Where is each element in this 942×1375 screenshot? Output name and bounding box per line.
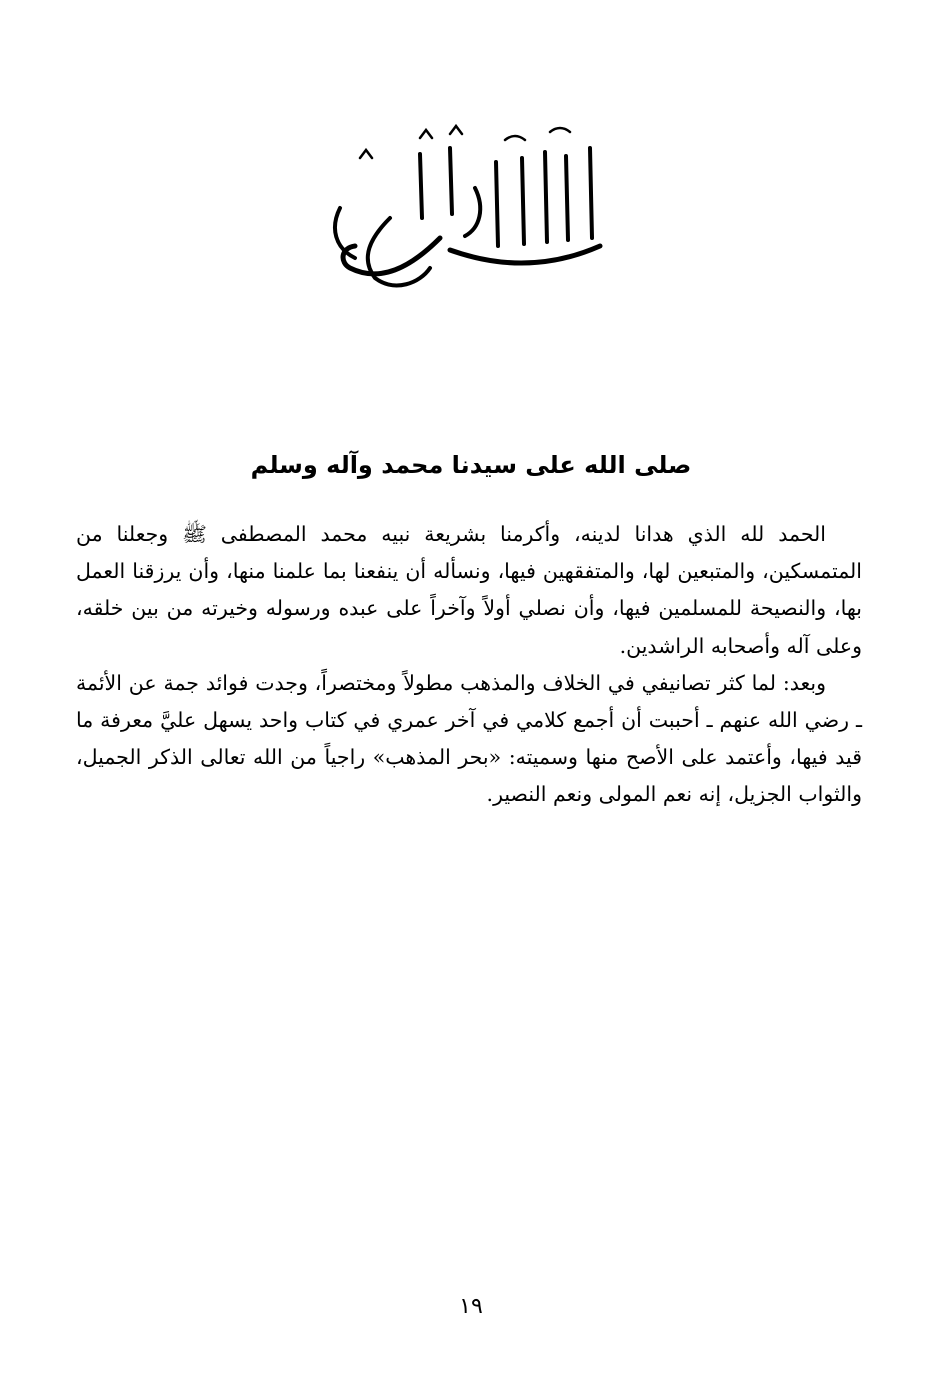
body-text xyxy=(76,516,862,814)
paragraph-1: الحمد لله الذي هدانا لدينه، وأكرمنا بشريعة نبيه محمد المصطفى ﷺ وجعلنا من المتمسكين، والمتبعين لها، والمتفقهين فيها، ونسأله أن ينفعنا بما علمنا منها، وأن يرزقنا العمل بها، والنصيحة للمسلمين فيها، وأن نصلي أولاً وآخراً على عبده ورسوله وخيرته من بين خلقه، وعلى آله وأصحابه الراشدين. xyxy=(76,522,862,658)
paragraph-2: وبعد: لما كثر تصانيفي في الخلاف والمذهب مطولاً ومختصراً، وجدت فوائد جمة عن الأئمة ـ رضي الله عنهم ـ أحببت أن أجمع كلامي في آخر عمري في كتاب واحد يسهل عليَّ معرفة ما قيد فيها، وأعتمد على الأصح منها وسميته: «بحر المذهب» راجياً من الله تعالى الذكر الجميل، والثواب الجزيل، إنه نعم المولى ونعم النصير. xyxy=(76,670,862,807)
calligraphy-flourish-icon xyxy=(300,118,640,303)
page-heading: صلى الله على سيدنا محمد وآله وسلم xyxy=(250,451,692,479)
page-number: ١٩ xyxy=(459,1294,483,1319)
basmala-calligraphy xyxy=(300,118,640,303)
